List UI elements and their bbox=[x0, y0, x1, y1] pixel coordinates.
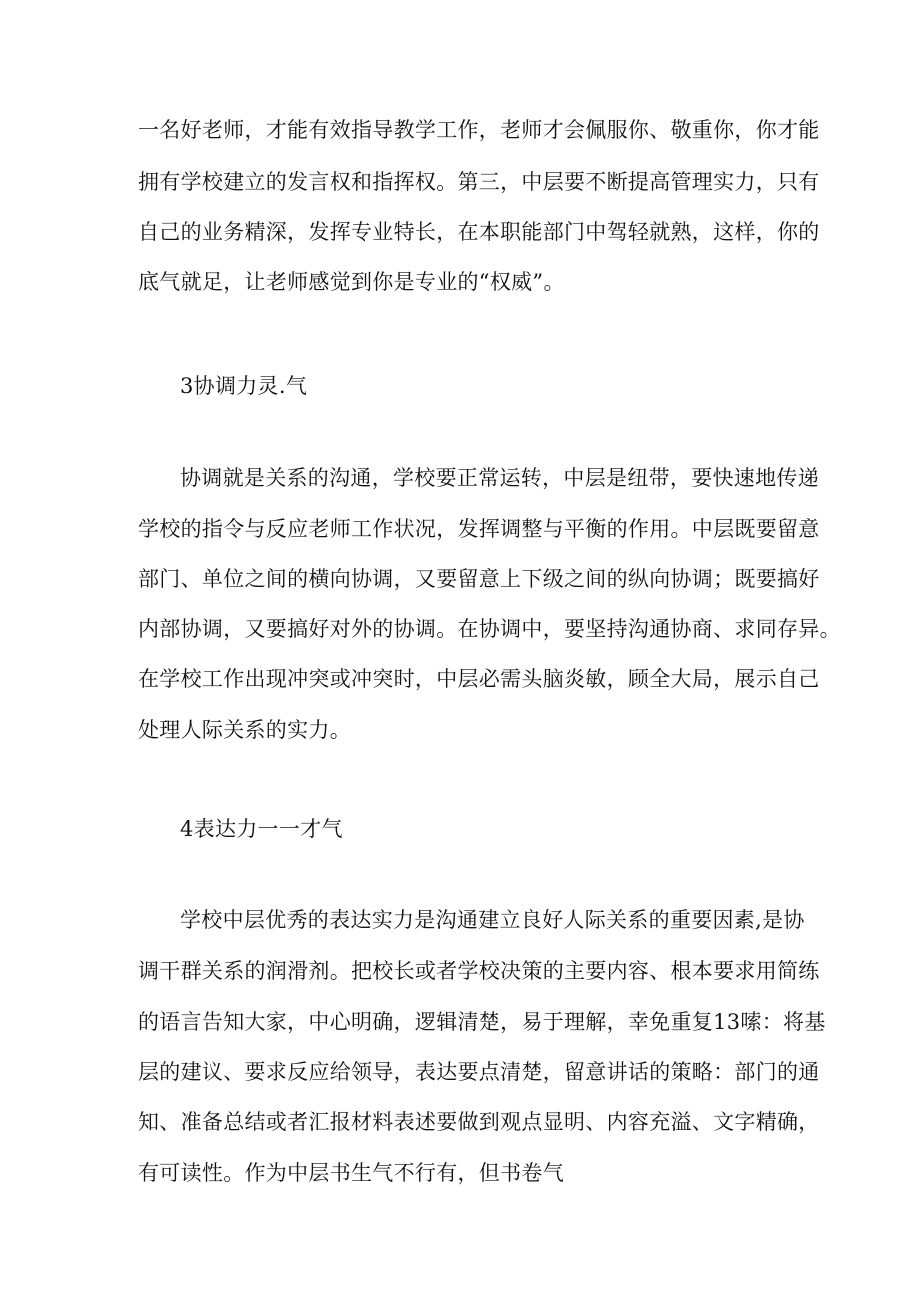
section-heading-4: 4表达力一一才气 bbox=[180, 817, 343, 841]
paragraph-line: 调干群关系的润滑剂。把校长或者学校决策的主要内容、根本要求用简练 bbox=[138, 959, 820, 983]
paragraph-line: 内部协调，又要搞好对外的协调。在协调中，要坚持沟通协商、求同存异。 bbox=[138, 617, 841, 641]
paragraph-line: 在学校工作出现冲突或冲突时，中层必需头脑炎敏，顾全大局，展示自己 bbox=[138, 667, 820, 691]
paragraph-line: 的语言告知大家，中心明确，逻辑清楚，易于理解，幸免重复13嗦：将基 bbox=[138, 1010, 826, 1034]
paragraph-line: 层的建议、要求反应给领导，表达要点清楚，留意讲话的策略：部门的通 bbox=[138, 1060, 820, 1084]
section-heading-3: 3协调力灵.气 bbox=[180, 374, 308, 398]
paragraph-line: 知、准备总结或者汇报材料表述要做到观点显明、内容充溢、文字精确， bbox=[138, 1110, 820, 1134]
paragraph-line: 学校中层优秀的表达实力是沟通建立良好人际关系的重要因素,是协 bbox=[180, 908, 805, 932]
paragraph-line: 一名好老师，才能有效指导教学工作，老师才会佩服你、敬重你，你才能 bbox=[138, 118, 820, 142]
paragraph-line: 协调就是关系的沟通，学校要正常运转，中层是纽带，要快速地传递 bbox=[180, 466, 819, 490]
paragraph-line: 部门、单位之间的横向协调，又要留意上下级之间的纵向协调；既要搞好 bbox=[138, 567, 820, 591]
paragraph-line: 有可读性。作为中层书生气不行有，但书卷气 bbox=[138, 1161, 564, 1185]
paragraph-line: 自己的业务精深，发挥专业特长，在本职能部门中驾轻就熟，这样，你的 bbox=[138, 220, 820, 244]
paragraph-line: 底气就足，让老师感觉到你是专业的“权威”。 bbox=[138, 270, 565, 294]
paragraph-line: 处理人际关系的实力。 bbox=[138, 718, 351, 742]
paragraph-line: 学校的指令与反应老师工作状况，发挥调整与平衡的作用。中层既要留意 bbox=[138, 517, 820, 541]
paragraph-line: 拥有学校建立的发言权和指挥权。第三，中层要不断提高管理实力，只有 bbox=[138, 170, 820, 194]
